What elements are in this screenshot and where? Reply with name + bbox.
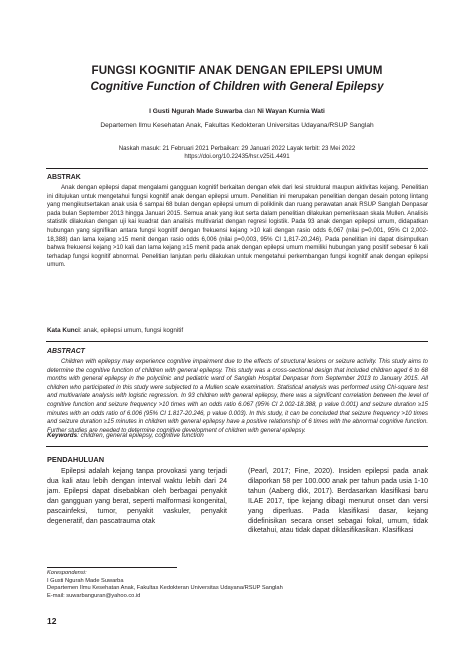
abstrak-keywords	[47, 327, 428, 334]
submission-dates	[0, 145, 474, 162]
abstract-heading: ABSTRACT	[47, 348, 85, 355]
footnote-name: I Gusti Ngurah Made Suwarba	[47, 577, 124, 584]
author-1: I Gusti Ngurah Made Suwarba	[149, 108, 243, 115]
author-2: Ni Wayan Kurnia Wati	[257, 108, 325, 115]
footnote-affiliation: Departemen Ilmu Kesehatan Anak, Fakultas Kedokteran Universitas Udayana/RSUP Sanglah	[47, 585, 283, 591]
keywords-value: : anak, epilepsi umum, fungsi kognitif	[79, 327, 184, 334]
dates-line: Naskah masuk: 21 Februari 2021 Perbaikan: 29 Januari 2022 Layak terbit: 23 Mei 2022	[118, 145, 356, 152]
abstrak-body: Anak dengan epilepsi dapat mengalami gangguan kognitif berkaitan dengan efek dari lesi struktural maupun aktivitas kejang. Penelitian ini ditujukan untuk mengetahui fungsi kognitif anak dengan epilepsi umum. Penelitian ini merupakan penelitian dengan desain potong lintang yang mengikutsertakan anak usia 6 sampai 68 bulan dengan epilepsi umum di poliklinik dan ruang perawatan anak RSUP Sanglah Denpasar pada bulan September 2013 hingga Januari 2015. Semua anak yang ikut serta dalam penelitian dilakukan pemeriksaan skala Mullen. Analisis statistik dilakukan dengan uji kai kuadrat dan analisis multivariat dengan regresi logistik. Pada 93 anak dengan epilepsi umum, didapatkan hubungan yang signifikan antara fungsi kognitif dengan frekuensi kejang >10 kali dengan rasio odds 6,067 (nilai p=0,001, 95% CI 2,002-18,388) dan lama kejang ≥15 menit dengan rasio odds 6,006 (nilai p=0,003, 95% CI 1,817-20,246). Pada penelitian ini dapat disimpulkan bahwa frekuensi kejang >10 kali dan lama kejang ≥15 menit pada anak dengan epilepsi umum memiliki hubungan yang positif sebesar 6 kali terhadap fungsi kognitif abnormal. Penelitian lanjutan perlu dilakukan untuk mengetahui perkembangan fungsi kognitif anak dengan epilepsi umum.	[47, 185, 428, 269]
intro-left-column	[47, 467, 227, 526]
abstract-keywords	[47, 432, 428, 439]
intro-heading: PENDAHULUAN	[47, 455, 105, 464]
intro-paragraph-continued: (Pearl, 2017; Fine, 2020). Insiden epilepsi pada anak dilaporkan 58 per 100.000 anak per tahun pada usia 1-10 tahun (Aaberg dkk, 2017). Berdasarkan klasifikasi baru ILAE 2017, tipe kejang dibagi menurut onset dan versi yang diperluas. Pada klasifikasi dasar, kejang didefinisikan secara onset sebagai fokal, umum, tidak diketahui, atau tidak dapat diklasifikasikan. Klasifikasi	[248, 468, 428, 535]
author-line	[0, 108, 474, 115]
keywords-label: Kata Kunci	[47, 327, 80, 334]
footnote-email: E-mail: suwarbanguran@yahoo.co.id	[47, 592, 141, 599]
keywords-value-en: : children, general epilepsy, cognitive function	[77, 432, 204, 439]
abstract-body: Children with epilepsy may experience cognitive impairment due to the effects of structural lesions or seizure activity. This study aims to determine the cognitive function of children with general epilepsy. This study was a cross-sectional design that included children aged 6 to 68 months with general epilepsy in the polyclinic and pediatric ward of Sanglah Hospital Denpasar from September 2013 to January 2015. All children who participated in this study were subjected to a Mullen scale examination. Statistical analysis was performed using Chi-square test and multivariate analysis with logistic regression. In 93 children with general epilepsy, there was a significant correlation between the level of cognitive function and seizure frequency >10 times with an odds ratio 6.067 (95% CI 2.002-18.388, p value 0.001) and seizure duration ≥15 minutes with an odds ratio of 6.006 (95% CI 1.817-20.246, p value 0.003). In this study, it can be concluded that seizure frequency >10 times and seizure duration ≥15 minutes in children with general epilepsy have a positive relationship of 6 times with the abnormal cognitive function. Further studies are needed to determine cognitive development of children with general epilepsy.	[47, 359, 428, 434]
divider-top	[46, 168, 428, 169]
article-subtitle: Cognitive Function of Children with General Epilepsy	[90, 80, 384, 93]
correspondence-footnote	[47, 570, 283, 600]
footnote-rule	[47, 567, 177, 568]
article-title: FUNGSI KOGNITIF ANAK DENGAN EPILEPSI UMUM	[91, 64, 383, 77]
intro-paragraph: Epilepsi adalah kejang tanpa provokasi yang terjadi dua kali atau lebih dengan interval waktu lebih dari 24 jam. Epilepsi dapat disebabkan oleh berbagai penyakit dan gangguan yang berat, seperti malformasi kongenital, pascainfeksi, tumor, penyakit vaskuler, penyakit degeneratif, dan pascatrauma otak	[47, 468, 227, 525]
intro-right-column	[248, 467, 428, 536]
keywords-label-en: Keywords	[47, 432, 78, 439]
page-number: 12	[47, 616, 57, 626]
author-connector: dan	[242, 108, 258, 115]
affiliation: Departemen Ilmu Kesehatan Anak, Fakultas Kedokteran Universitas Udayana/RSUP Sanglah	[100, 122, 374, 129]
doi-link[interactable]: https://doi.org/10.22435/hsr.v25i1.4491	[184, 153, 290, 161]
divider-middle	[46, 341, 428, 342]
footnote-label: Korespondensi:	[47, 570, 87, 576]
abstrak-heading: ABSTRAK	[47, 174, 81, 181]
divider-bottom	[46, 446, 428, 447]
